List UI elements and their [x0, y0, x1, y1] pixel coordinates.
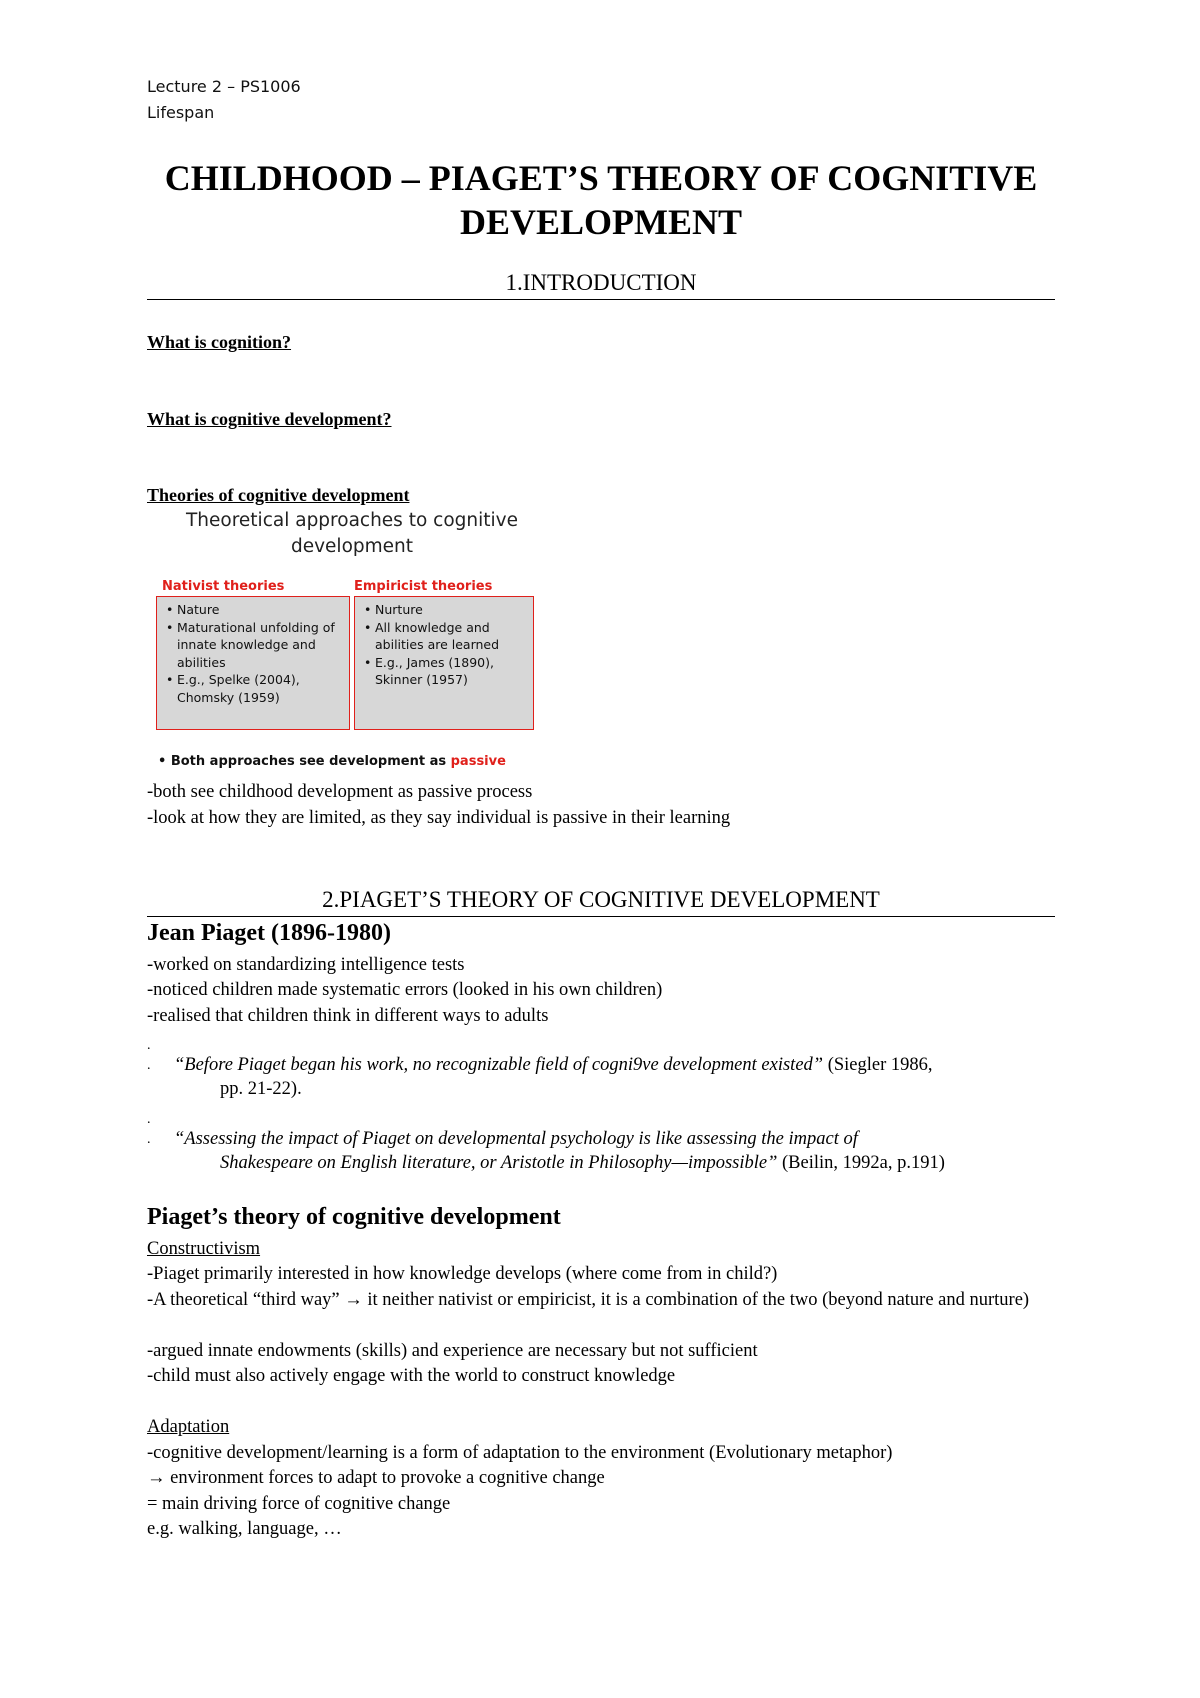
section-heading-introduction: 1.INTRODUCTION [147, 269, 1055, 300]
quote-bullet-2b: . [147, 1132, 151, 1147]
nativist-box [156, 596, 350, 730]
quote-beilin-cite: (Beilin, 1992a, p.191) [782, 1153, 945, 1173]
empiricist-item: • All knowledge and abilities are learned [375, 619, 529, 654]
page-header [147, 74, 301, 126]
quote-beilin-text-1: “Assessing the impact of Piaget on developmental psychology is like assessing the impact of [174, 1129, 858, 1149]
subheading-jean-piaget: Jean Piaget (1896-1980) [147, 920, 391, 946]
adaptation-line-2: → environment forces to adapt to provoke a cognitive change [147, 1468, 605, 1488]
constructivism-line-3: -argued innate endowments (skills) and experience are necessary but not sufficient [147, 1341, 758, 1361]
intro-line-1: -both see childhood development as passive process [147, 782, 533, 802]
adaptation-line-4: e.g. walking, language, … [147, 1519, 342, 1539]
document-title [147, 156, 1055, 244]
nativist-label: Nativist theories [162, 579, 285, 594]
figure-title-line-2: development [290, 536, 414, 557]
empiricist-item: • Nurture [375, 601, 529, 619]
nativist-item: • E.g., Spelke (2004), Chomsky (1959) [177, 671, 345, 706]
quote-siegler [174, 1053, 1061, 1101]
title-line-1: CHILDHOOD – PIAGET’S THEORY OF COGNITIVE [164, 158, 1038, 198]
piaget-line-1: -worked on standardizing intelligence tests [147, 955, 465, 975]
quote-beilin-text-2: Shakespeare on English literature, or Aristotle in Philosophy—impossible” [220, 1153, 778, 1173]
quote-siegler-cite: (Siegler 1986, [827, 1055, 933, 1075]
quote-siegler-cite-2: pp. 21-22). [220, 1079, 302, 1099]
constructivism-line-2: -A theoretical “third way” → it neither nativist or empiricist, it is a combination of the two (beyond nature and nurture) [147, 1290, 1030, 1310]
constructivism-line-4: -child must also actively engage with the world to construct knowledge [147, 1366, 676, 1386]
empiricist-box [354, 596, 534, 730]
nativist-item: • Maturational unfolding of innate knowledge and abilities [177, 619, 345, 672]
piaget-line-2: -noticed children made systematic errors (looked in his own children) [147, 980, 663, 1000]
adaptation-line-3: = main driving force of cognitive change [147, 1494, 451, 1514]
figure-footer [158, 754, 506, 769]
quote-bullet-2a: . [147, 1112, 151, 1127]
label-adaptation: Adaptation [147, 1417, 230, 1437]
piaget-line-3: -realised that children think in different ways to adults [147, 1006, 549, 1026]
title-line-2: DEVELOPMENT [459, 202, 743, 242]
subheading-piaget-theory: Piaget’s theory of cognitive development [147, 1204, 561, 1230]
figure-footer-emphasis: passive [450, 754, 506, 769]
quote-beilin [174, 1127, 1061, 1175]
nativist-item: • Nature [177, 601, 345, 619]
intro-line-2: -look at how they are limited, as they say individual is passive in their learning [147, 808, 731, 828]
header-lecture: Lecture 2 – PS1006 [147, 77, 301, 96]
figure-footer-text: Both approaches see development as [170, 754, 447, 769]
figure-title [156, 508, 548, 560]
question-cognition: What is cognition? [147, 332, 292, 352]
section-heading-piaget: 2.PIAGET’S THEORY OF COGNITIVE DEVELOPMENT [147, 886, 1055, 917]
quote-siegler-text: “Before Piaget began his work, no recognizable field of cogni9ve development existed” [174, 1055, 824, 1075]
question-cognitive-development: What is cognitive development? [147, 409, 392, 429]
constructivism-line-1: -Piaget primarily interested in how knowledge develops (where come from in child?) [147, 1264, 778, 1284]
figure-title-line-1: Theoretical approaches to cognitive [186, 510, 518, 531]
label-constructivism: Constructivism [147, 1239, 261, 1259]
theories-figure [156, 508, 548, 776]
header-course: Lifespan [147, 103, 215, 122]
empiricist-label: Empiricist theories [354, 579, 493, 594]
quote-beilin-line-2 [174, 1151, 1061, 1175]
quote-bullet-1b: . [147, 1058, 151, 1073]
heading-theories: Theories of cognitive development [147, 485, 410, 505]
empiricist-item: • E.g., James (1890), Skinner (1957) [375, 654, 529, 689]
figure-footer-bullet: • [158, 754, 171, 769]
adaptation-line-1: -cognitive development/learning is a form of adaptation to the environment (Evolutionary metaphor) [147, 1443, 893, 1463]
quote-bullet-1a: . [147, 1038, 151, 1053]
